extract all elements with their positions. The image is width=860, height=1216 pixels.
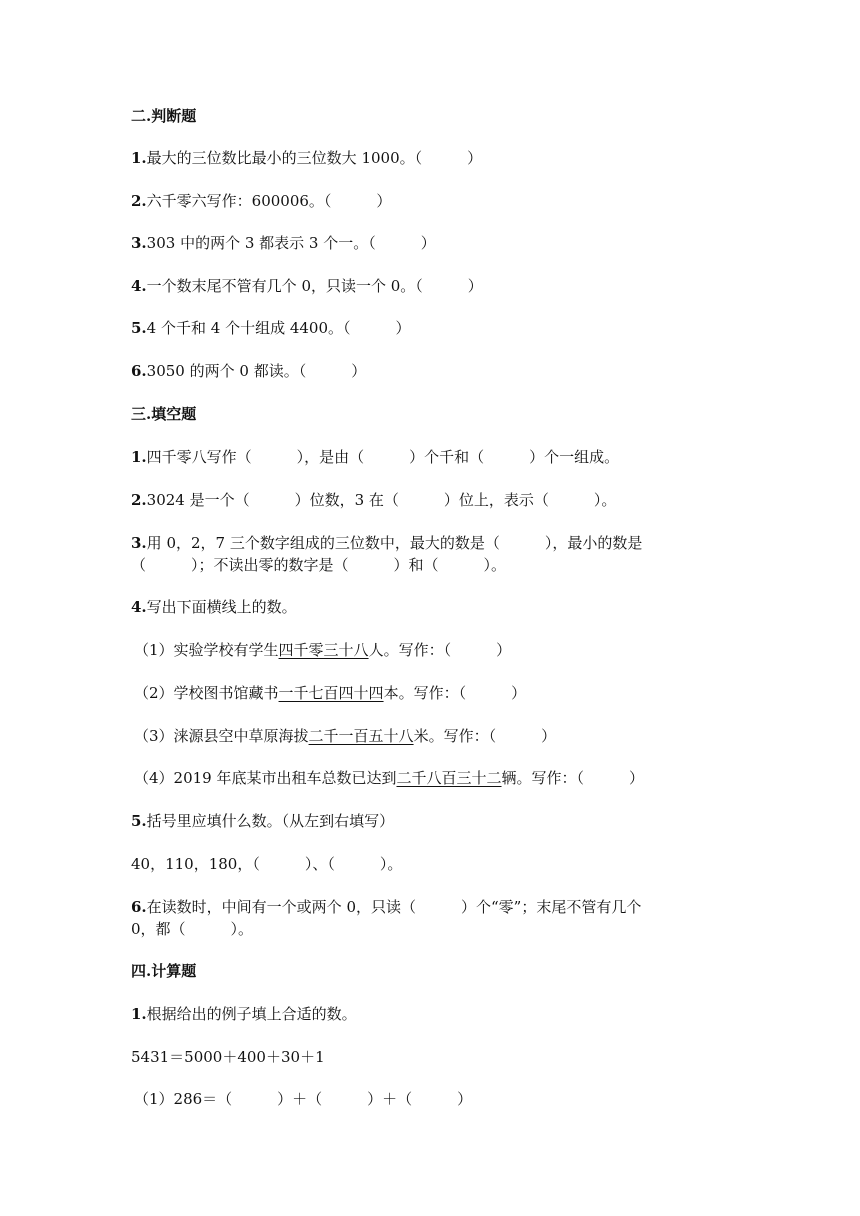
question-number: 3.	[131, 234, 147, 252]
sub-pre: （2）学校图书馆藏书	[134, 684, 279, 702]
sub-question-4	[134, 767, 644, 789]
question-text: 根据给出的例子填上合适的数。	[146, 1005, 357, 1023]
question-text: 用 0，2，7 三个数字组成的三位数中，最大的数是（ ），最小的数是	[146, 534, 643, 552]
underlined-number: 一千七百四十四	[278, 684, 384, 702]
question-number: 4.	[131, 277, 147, 295]
question-number: 5.	[131, 812, 147, 830]
question-3-1	[131, 446, 619, 468]
sub-pre: （1）实验学校有学生	[134, 641, 279, 659]
question-3-4	[131, 596, 297, 618]
sub-pre: （4）2019 年底某市出租车总数已达到	[134, 769, 397, 787]
example-equation: 5431＝5000＋400＋30＋1	[131, 1048, 325, 1066]
question-2-2	[131, 190, 391, 212]
question-number: 1.	[131, 1005, 147, 1023]
sub-post: 辆。写作：（ ）	[501, 769, 645, 787]
question-number: 2.	[131, 491, 147, 509]
number-sequence: 40，110，180，（ ）、（ ）。	[131, 855, 403, 873]
question-2-6	[131, 360, 366, 382]
question-2-3	[131, 232, 436, 254]
question-text: 最大的三位数比最小的三位数大 1000。（ ）	[146, 149, 483, 167]
question-number: 1.	[131, 149, 147, 167]
question-text: 4 个千和 4 个十组成 4400。（ ）	[146, 319, 411, 337]
question-number: 1.	[131, 448, 147, 466]
sub-post: 人。写作：（ ）	[368, 641, 512, 659]
question-number: 6.	[131, 362, 147, 380]
question-number: 2.	[131, 192, 147, 210]
question-text: 写出下面横线上的数。	[146, 598, 297, 616]
question-2-1	[131, 147, 482, 169]
sub-question-3	[134, 725, 556, 747]
question-2-5	[131, 317, 411, 339]
question-3-6-cont: 0，都（ ）。	[131, 920, 254, 938]
question-3-2	[131, 489, 616, 511]
question-3-6	[131, 896, 641, 918]
sub-pre: （3）涞源县空中草原海拔	[134, 727, 309, 745]
question-text: 303 中的两个 3 都表示 3 个一。（ ）	[146, 234, 436, 252]
heading-fill-blank: 三.填空题	[131, 405, 197, 423]
question-number: 4.	[131, 598, 147, 616]
question-text: 一个数末尾不管有几个 0，只读一个 0。（ ）	[146, 277, 483, 295]
sub-question-2	[134, 682, 526, 704]
heading-judgement: 二.判断题	[131, 107, 197, 125]
question-text: 四千零八写作（ ），是由（ ）个千和（ ）个一组成。	[146, 448, 620, 466]
question-3-3-cont: （ ）；不读出零的数字是（ ）和（ ）。	[131, 556, 507, 574]
question-text: 3050 的两个 0 都读。（ ）	[146, 362, 367, 380]
question-number: 3.	[131, 534, 147, 552]
question-2-4	[131, 275, 483, 297]
sub-question-calc-1: （1）286＝（ ）＋（ ）＋（ ）	[134, 1090, 473, 1108]
question-number: 6.	[131, 898, 147, 916]
underlined-number: 二千一百五十八	[308, 727, 414, 745]
heading-calculation: 四.计算题	[131, 962, 197, 980]
sub-post: 本。写作：（ ）	[383, 684, 527, 702]
underlined-number: 四千零三十八	[278, 641, 369, 659]
question-number: 5.	[131, 319, 147, 337]
question-text: 六千零六写作：600006。（ ）	[146, 192, 392, 210]
sub-question-1	[134, 639, 511, 661]
question-4-1	[131, 1003, 357, 1025]
question-text: 在读数时，中间有一个或两个 0，只读（ ）个“零”；末尾不管有几个	[146, 898, 642, 916]
question-text: 括号里应填什么数。（从左到右填写）	[146, 812, 395, 830]
sub-post: 米。写作：（ ）	[413, 727, 557, 745]
underlined-number: 二千八百三十二	[396, 769, 502, 787]
question-3-3	[131, 532, 642, 554]
question-3-5	[131, 810, 394, 832]
question-text: 3024 是一个（ ）位数，3 在（ ）位上，表示（ ）。	[146, 491, 617, 509]
